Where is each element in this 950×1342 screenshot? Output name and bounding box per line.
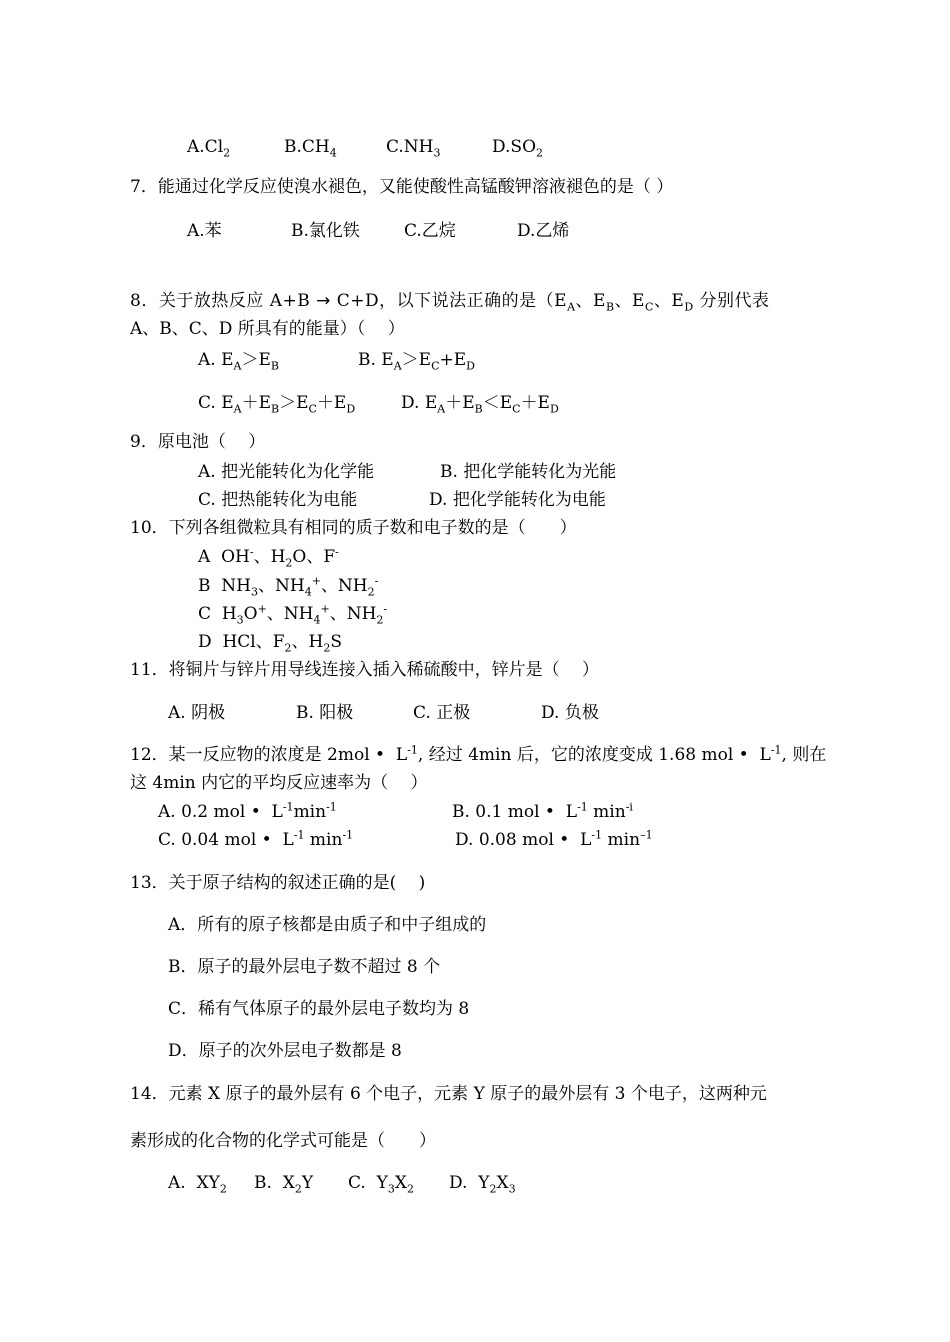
q7-option-c: C.乙烷 <box>404 221 456 241</box>
q14-stem-line1: 14．元素 X 原子的最外层有 6 个电子，元素 Y 原子的最外层有 3 个电子，这两种元 <box>130 1084 767 1104</box>
q13-option-d: D．原子的次外层电子数都是 8 <box>168 1041 402 1061</box>
q11-option-a: A. 阴极 <box>168 703 226 723</box>
q12-stem-line2: 这 4min 内它的平均反应速率为（ ） <box>130 773 428 793</box>
q10-option-a: A OH-、$H_2O$、F- <box>198 545 339 570</box>
q12-option-c: C. 0.04 mol • $L^{-1}$ $\min^{-1}$ <box>158 828 354 850</box>
q6-option-b: $B.CH_4$ <box>284 137 337 160</box>
q13-option-a: A．所有的原子核都是由质子和中子组成的 <box>168 915 487 935</box>
q9-option-b: B. 把化学能转化为光能 <box>440 462 617 482</box>
q12-option-a: A. 0.2 mol • $L^{-1}\min^{-1}$ <box>158 800 337 822</box>
q11-option-d: D. 负极 <box>541 703 599 723</box>
q13-stem: 13．关于原子结构的叙述正确的是( ) <box>130 873 426 893</box>
q8-stem-line1: 8．关于放热反应 A+B → C+D，以下说法正确的是（$E_A$、$E_B$、$E_C$、$E_D$ 分别代表 <box>130 291 770 314</box>
q12-stem-line1: 12．某一反应物的浓度是 2mol • $L^{-1}$, 经过 4min 后，它的浓度变成 1.68 mol • $L^{-1}$, 则在 <box>130 743 827 765</box>
q8-stem-line2: A、B、C、D 所具有的能量）（ ） <box>130 319 405 339</box>
q8-option-d: D. $E_A+E_B<E_C+E_D$ <box>401 393 559 416</box>
q6-option-c: $C.NH_3$ <box>386 137 441 160</box>
q14-option-b: B. $X_2Y$ <box>254 1173 314 1196</box>
q11-stem: 11．将铜片与锌片用导线连接入插入稀硫酸中，锌片是（ ） <box>130 660 600 680</box>
q7-option-b: B.氯化铁 <box>291 221 360 241</box>
q12-option-b: B. 0.1 mol • $L^{-1}$ $\min^{-i}$ <box>452 800 633 822</box>
q11-option-b: B. 阳极 <box>296 703 354 723</box>
q6-option-d: $D.SO_2$ <box>492 137 544 160</box>
q7-stem: 7．能通过化学反应使溴水褪色，又能使酸性高锰酸钾溶液褪色的是（ ） <box>130 177 674 197</box>
q12-option-d: D. 0.08 mol • $L^{-1}$ $\min^{-1}$ <box>455 828 653 850</box>
q9-option-a: A. 把光能转化为化学能 <box>198 462 375 482</box>
q13-option-c: C．稀有气体原子的最外层电子数均为 8 <box>168 999 470 1019</box>
q14-option-c: C. $Y_3X_2$ <box>348 1173 414 1196</box>
q10-option-c: C $H_3O^+$、$NH_4^+$、$NH_2^-$ <box>198 602 388 627</box>
q14-option-d: D. $Y_2X_3$ <box>449 1173 516 1196</box>
q10-option-b: B $NH_3$、$NH_4^+$、$NH_2^-$ <box>198 574 379 599</box>
q9-stem: 9．原电池（ ） <box>130 432 266 452</box>
q13-option-b: B．原子的最外层电子数不超过 8 个 <box>168 957 441 977</box>
q7-option-d: D.乙烯 <box>517 221 570 241</box>
q9-option-c: C. 把热能转化为电能 <box>198 490 358 510</box>
q8-option-c: C. $E_A+E_B>E_C+E_D$ <box>198 393 356 416</box>
q8-option-b: B. $E_A>E_C+E_D$ <box>358 350 475 373</box>
q8-option-a: A. $E_A>E_B$ <box>198 350 279 373</box>
q10-option-d: D HCl、$F_2$、$H_2S$ <box>198 632 342 655</box>
q6-option-a: $A.Cl_2$ <box>187 137 231 160</box>
q9-option-d: D. 把化学能转化为电能 <box>429 490 606 510</box>
q7-option-a: A.苯 <box>187 221 222 241</box>
q14-option-a: A. $XY_2$ <box>168 1173 227 1196</box>
q14-stem-line2: 素形成的化合物的化学式可能是（ ） <box>130 1131 436 1151</box>
q11-option-c: C. 正极 <box>413 703 471 723</box>
q10-stem: 10．下列各组微粒具有相同的质子数和电子数的是（ ） <box>130 518 577 538</box>
